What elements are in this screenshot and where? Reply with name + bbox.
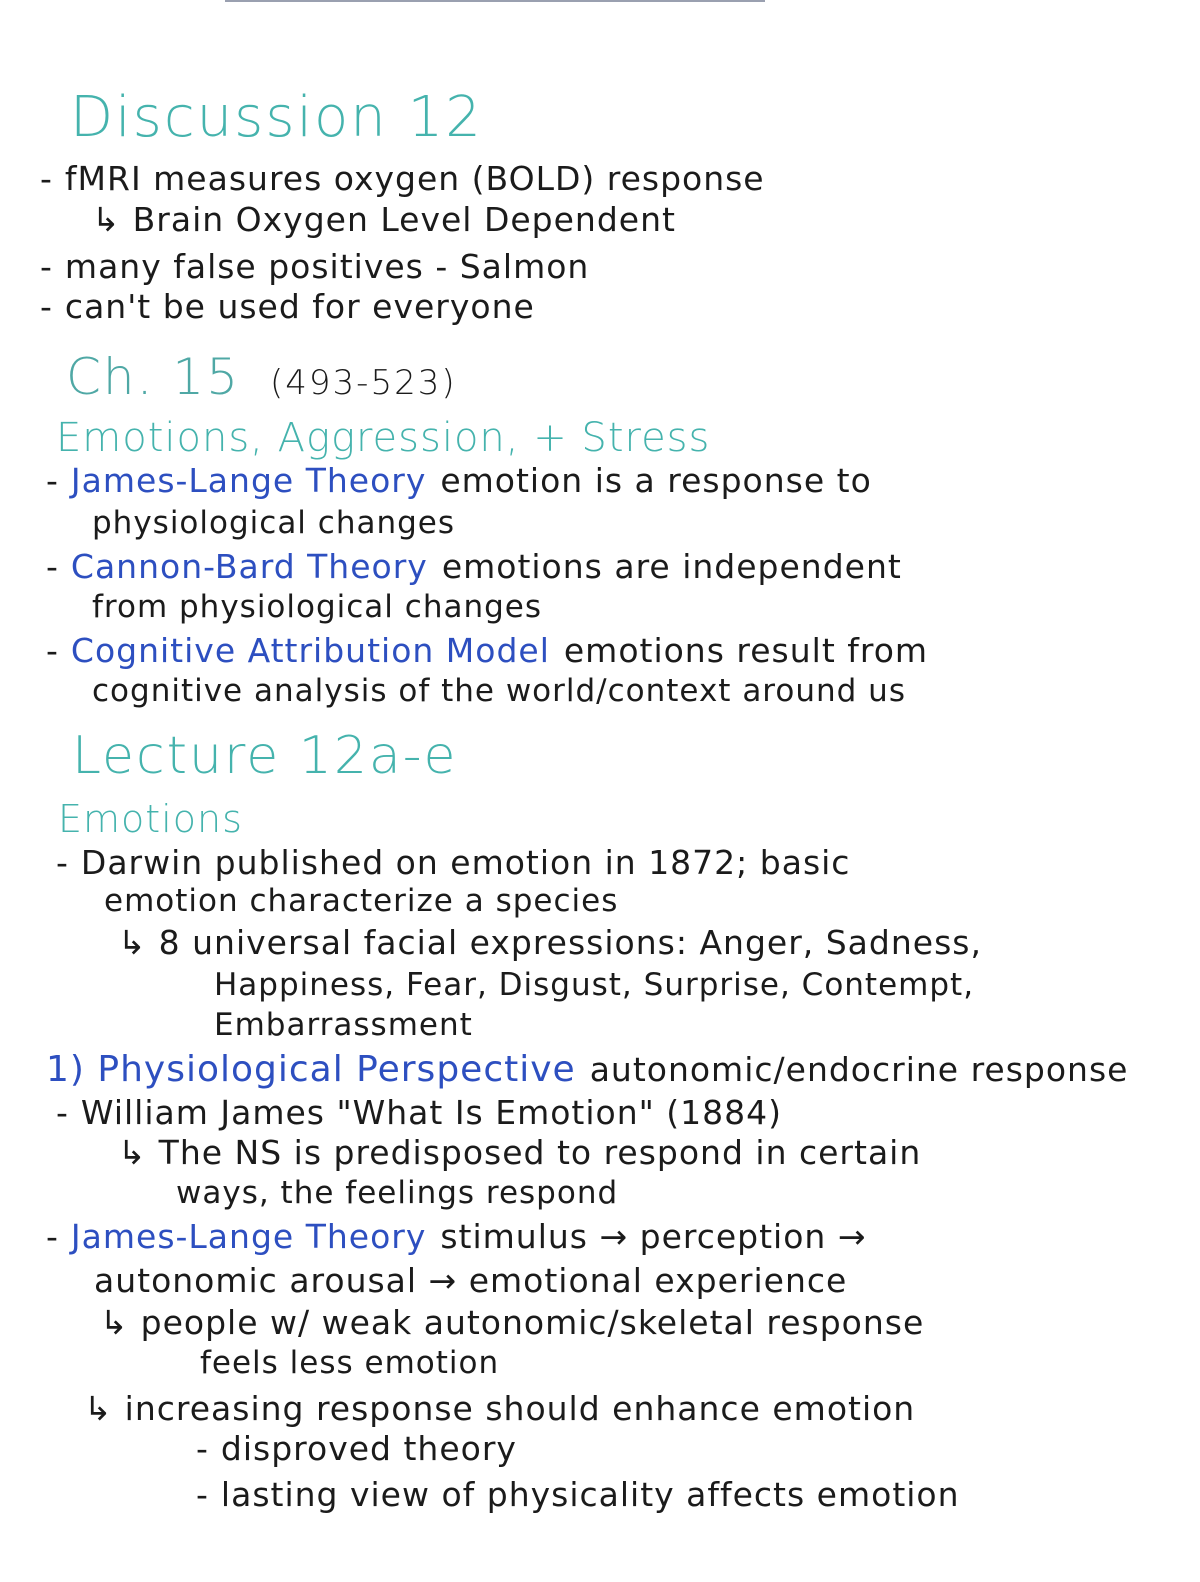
theory-text: emotion is a response to — [440, 461, 872, 500]
lecture-heading: Lecture 12a-e — [72, 726, 458, 786]
note-text: Darwin published on emotion in 1872; basic — [80, 843, 851, 882]
note-line — [56, 843, 851, 882]
theory-text: emotions result from — [563, 631, 929, 670]
note-text: can't be used for everyone — [64, 287, 535, 326]
dash: - — [46, 631, 59, 670]
dash: - — [40, 159, 53, 198]
theory-line — [46, 631, 929, 670]
note-line — [118, 1133, 922, 1172]
dash: - — [196, 1475, 209, 1514]
note-line — [40, 247, 590, 286]
dash: - — [46, 461, 59, 500]
chapter-subheading: Emotions, Aggression, + Stress — [56, 415, 711, 461]
theory-term: Cannon-Bard Theory — [70, 547, 428, 586]
dash: - — [56, 843, 69, 882]
note-line — [92, 200, 676, 239]
arrow-icon: ↳ — [84, 1389, 113, 1428]
note-text: people w/ weak autonomic/skeletal response — [140, 1303, 925, 1342]
theory-term: James-Lange Theory — [70, 1217, 427, 1256]
note-text: autonomic arousal → emotional experience — [94, 1261, 848, 1300]
theory-line — [46, 461, 872, 500]
note-line — [118, 923, 982, 962]
note-text: Embarrassment — [214, 1007, 473, 1043]
note-text: fMRI measures oxygen (BOLD) response — [64, 159, 765, 198]
perspective-line — [46, 1049, 1129, 1090]
theory-continuation: physiological changes — [92, 505, 456, 541]
arrow-icon: ↳ — [100, 1303, 129, 1342]
theory-line — [46, 547, 902, 586]
note-line — [84, 1389, 916, 1428]
dash: - — [56, 1093, 69, 1132]
chapter-heading-row — [66, 348, 457, 406]
theory-text: emotions are independent — [441, 547, 902, 586]
note-line — [40, 159, 765, 198]
arrow-icon: ↳ — [92, 200, 121, 239]
arrow-icon: ↳ — [118, 923, 147, 962]
note-text: many false positives - Salmon — [64, 247, 590, 286]
lecture-subheading: Emotions — [58, 797, 243, 841]
dash: - — [46, 1217, 59, 1256]
note-text: feels less emotion — [200, 1345, 500, 1381]
note-text: The NS is predisposed to respond in certain — [158, 1133, 922, 1172]
note-text: disproved theory — [220, 1429, 517, 1468]
note-line — [196, 1429, 517, 1468]
theory-continuation: from physiological changes — [92, 589, 543, 625]
chapter-heading: Ch. 15 — [66, 348, 241, 406]
note-text: ways, the feelings respond — [176, 1175, 619, 1211]
perspective-text: autonomic/endocrine response — [589, 1050, 1129, 1089]
perspective-term: 1) Physiological Perspective — [46, 1049, 576, 1090]
note-line — [56, 1093, 783, 1132]
page-range: (493-523) — [270, 363, 457, 403]
dash: - — [40, 247, 53, 286]
note-text: Brain Oxygen Level Dependent — [132, 200, 676, 239]
theory-continuation: cognitive analysis of the world/context around us — [92, 673, 906, 709]
note-text: increasing response should enhance emotion — [124, 1389, 916, 1428]
dash: - — [40, 287, 53, 326]
theory-term: James-Lange Theory — [70, 461, 427, 500]
page-top-edge — [225, 0, 765, 2]
dash: - — [46, 547, 59, 586]
theory-term: Cognitive Attribution Model — [70, 631, 550, 670]
note-line — [196, 1475, 960, 1514]
theory-line — [46, 1217, 867, 1256]
arrow-icon: ↳ — [118, 1133, 147, 1172]
note-text: William James "What Is Emotion" (1884) — [80, 1093, 783, 1132]
discussion-heading: Discussion 12 — [70, 85, 483, 150]
dash: - — [196, 1429, 209, 1468]
note-text: lasting view of physicality affects emotion — [220, 1475, 960, 1514]
theory-text: stimulus → perception → — [440, 1217, 867, 1256]
note-line — [100, 1303, 925, 1342]
note-text: 8 universal facial expressions: Anger, Sadness, — [158, 923, 982, 962]
note-line — [40, 287, 535, 326]
note-text: emotion characterize a species — [104, 883, 619, 919]
note-text: Happiness, Fear, Disgust, Surprise, Contempt, — [214, 967, 975, 1003]
